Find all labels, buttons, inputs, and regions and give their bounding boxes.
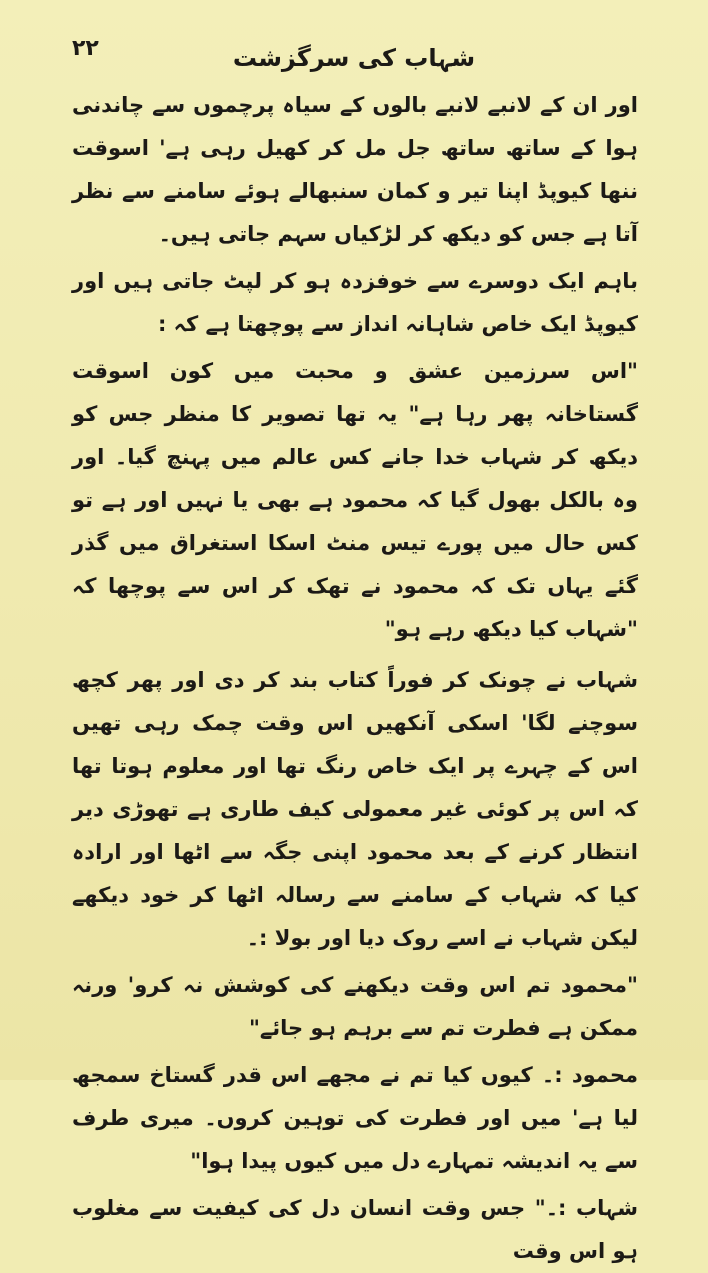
paragraph-5: "محمود تم اس وقت دیکھنے کی کوشش نہ کرو' ورنہ ممکن ہے فطرت تم سے برہم ہو جائے"	[72, 973, 638, 1040]
paragraph-3: "اس سرزمین عشق و محبت میں کون اسوقت گستاخانہ پھر رہا ہے" یہ تھا تصویر کا منظر جس کو دیکھ کر شہاب خدا جانے کس عالم میں پہنچ گیا۔ اور وہ بالکل بھول گیا کہ محمود ہے بھی یا نہیں اور ہے تو کس حال میں پورے تیس منٹ اسکا استغراق میں گذر گئے یہاں تک کہ محمود نے تھک کر اس سے پوچھا کہ "شہاب کیا دیکھ رہے ہو"	[72, 359, 638, 641]
paragraph-6: محمود :۔ کیوں کیا تم نے مجھے اس قدر گستاخ سمجھ لیا ہے' میں اور فطرت کی توہین کروں۔ میری طرف سے یہ اندیشہ تمہارے دل میں کیوں پیدا ہوا"	[72, 1063, 638, 1173]
page-number: ۲۲	[72, 36, 99, 61]
paragraph-1: اور ان کے لانبے لانبے بالوں کے سیاہ پرچموں سے چاندنی ہوا کے ساتھ ساتھ جل مل کر کھیل رہی ہے' اسوقت ننھا کیوپڈ اپنا تیر و کمان سنبھالے ہوئے سامنے سے نظر آتا ہے جس کو دیکھ کر لڑکیاں سہم جاتی ہیں۔	[72, 93, 638, 246]
paragraph-4: شہاب نے چونک کر فوراً کتاب بند کر دی اور پھر کچھ سوچنے لگا' اسکی آنکھیں اس وقت چمک رہی تھیں اس کے چہرے پر ایک خاص رنگ تھا اور معلوم ہوتا تھا کہ اس پر کوئی غیر معمولی کیف طاری ہے تھوڑی دیر انتظار کرنے کے بعد محمود اپنی جگہ سے اٹھا اور ارادہ کیا کہ شہاب کے سامنے سے رسالہ اٹھا کر خود دیکھے لیکن شہاب نے اسے روک دیا اور بولا :۔	[72, 668, 638, 950]
running-title: شہاب کی سرگزشت	[232, 44, 476, 72]
paragraph-2: باہم ایک دوسرے سے خوفزدہ ہو کر لپٹ جاتی ہیں اور کیوپڈ ایک خاص شاہانہ انداز سے پوچھتا ہے کہ :	[72, 269, 638, 336]
page-body	[72, 84, 638, 1273]
paragraph-7: شہاب :۔" جس وقت انسان دل کی کیفیت سے مغلوب ہو اس وقت	[72, 1196, 638, 1263]
